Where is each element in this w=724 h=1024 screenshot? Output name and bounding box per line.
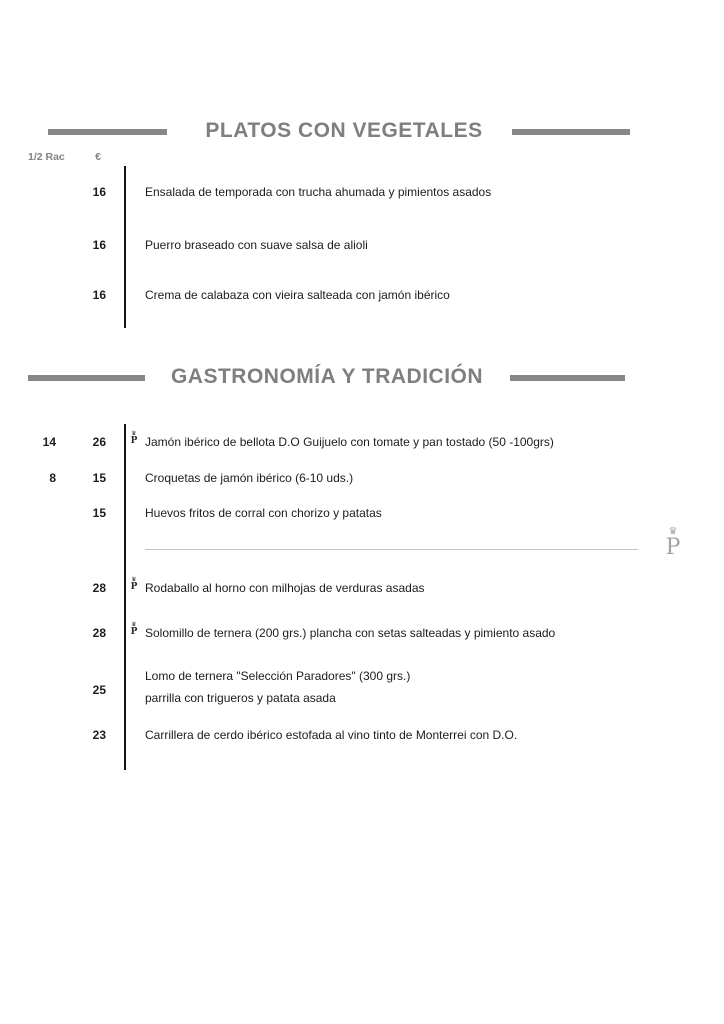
section-divider-bar — [28, 375, 145, 381]
menu-row — [0, 184, 724, 200]
half-ration-column-label: 1/2 Rac — [28, 151, 65, 163]
item-name: Ensalada de temporada con trucha ahumada y pimientos asados — [145, 185, 492, 199]
menu-row — [0, 577, 724, 596]
menu-divider-line — [145, 549, 638, 550]
item-half-price: 8 — [49, 471, 56, 485]
paradores-logo: ♛ P — [665, 526, 681, 560]
item-name: Solomillo de ternera (200 grs.) plancha con setas salteadas y pimiento asado — [145, 626, 556, 640]
paradores-specialty-icon: ♛ P — [130, 622, 138, 637]
item-price: 25 — [92, 683, 106, 697]
item-half-price: 14 — [42, 435, 56, 449]
menu-row — [0, 431, 724, 450]
crown-icon: ♛ — [131, 431, 137, 437]
crown-icon: ♛ — [131, 577, 137, 583]
item-price: 16 — [92, 185, 106, 199]
item-name: Puerro braseado con suave salsa de alioli — [145, 238, 368, 252]
item-name: Carrillera de cerdo ibérico estofada al vino tinto de Monterrei con D.O. — [145, 728, 518, 742]
menu-row — [0, 622, 724, 641]
crown-icon: ♛ — [131, 622, 137, 628]
item-price: 15 — [92, 506, 106, 520]
item-name: Lomo de ternera "Selección Paradores" (300 grs.) parrilla con trigueros y patata asada — [145, 668, 708, 706]
item-price: 23 — [92, 728, 106, 742]
paradores-specialty-icon: ♛ P — [130, 431, 138, 446]
section-title: GASTRONOMÍA Y TRADICIÓN — [170, 365, 484, 388]
item-price: 16 — [92, 238, 106, 252]
item-name: Crema de calabaza con vieira salteada con jamón ibérico — [145, 288, 450, 302]
item-price: 26 — [92, 435, 106, 449]
item-name: Rodaballo al horno con milhojas de verduras asadas — [145, 581, 425, 595]
menu-row — [0, 668, 724, 712]
menu-row — [0, 470, 724, 486]
item-name-line2: parrilla con trigueros y patata asada — [145, 691, 336, 705]
menu-row — [0, 505, 724, 521]
section-title: PLATOS CON VEGETALES — [205, 119, 483, 142]
section-divider-bar — [510, 375, 625, 381]
paradores-specialty-icon: ♛ P — [130, 577, 138, 592]
euro-column-label: € — [95, 151, 101, 163]
item-name: Huevos fritos de corral con chorizo y patatas — [145, 506, 382, 520]
item-price: 28 — [92, 626, 106, 640]
item-price: 28 — [92, 581, 106, 595]
item-price: 15 — [92, 471, 106, 485]
item-name: Croquetas de jamón ibérico (6-10 uds.) — [145, 471, 354, 485]
section-divider-bar — [48, 129, 167, 135]
menu-row — [0, 287, 724, 303]
item-name: Jamón ibérico de bellota D.O Guijuelo con tomate y pan tostado (50 -100grs) — [145, 435, 554, 449]
section-divider-bar — [512, 129, 630, 135]
crown-icon: ♛ — [668, 526, 678, 537]
item-price: 16 — [92, 288, 106, 302]
menu-row — [0, 727, 724, 743]
menu-row — [0, 237, 724, 253]
